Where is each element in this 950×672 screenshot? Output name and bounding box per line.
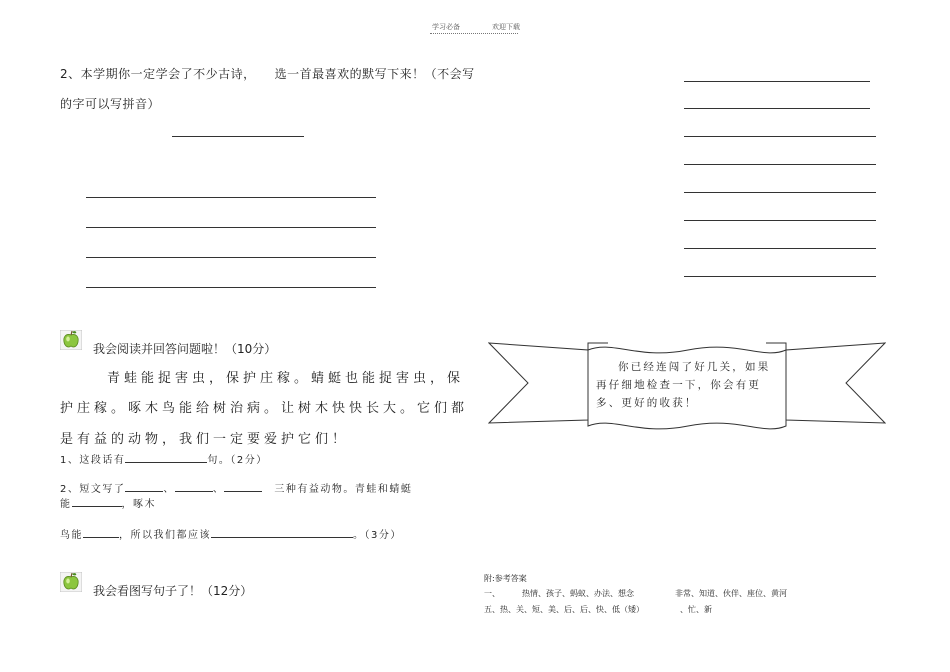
- ribbon-banner: [488, 338, 886, 438]
- animal-blank-1[interactable]: [125, 481, 163, 492]
- reading-section-title: 我会阅读并回答问题啦！（10分）: [93, 342, 277, 356]
- answers-row1-a: 热情、孩子、蚂蚁、办法、想念: [522, 589, 634, 598]
- frog-ability-blank[interactable]: [72, 496, 122, 507]
- poem-writing-line[interactable]: [86, 257, 376, 258]
- animal-blank-2[interactable]: [175, 481, 213, 492]
- reading-q2-line2: [60, 495, 156, 510]
- right-writing-line[interactable]: [684, 192, 876, 193]
- header-left: 学习必备: [432, 23, 460, 31]
- separator: 、: [163, 484, 175, 495]
- right-writing-line[interactable]: [684, 220, 876, 221]
- reading-paragraph-line: 青蛙能捉害虫，保护庄稼。蜻蜓也能捉害虫，保: [107, 371, 465, 386]
- apple-icon: [60, 572, 82, 592]
- answers-row1-label: 一、: [484, 589, 500, 598]
- woodpecker-ability-blank[interactable]: [83, 527, 119, 538]
- reading-paragraph-line: 是有益的动物，我们一定要爱护它们！: [60, 432, 350, 447]
- conclusion-blank[interactable]: [211, 527, 353, 538]
- reading-q2-prefix: 2、短文写了: [60, 484, 126, 495]
- reading-q2-line1: [60, 480, 412, 495]
- reading-paragraph-line: 护庄稼。啄木鸟能给树治病。让树木快快长大。它们都: [60, 401, 469, 416]
- answers-title: 附:参考答案: [484, 574, 527, 583]
- reading-q2-line3: [60, 526, 402, 541]
- picture-section-title: 我会看图写句子了！（12分）: [93, 584, 253, 598]
- banner-text: 你已经连闯了好几关，如果再仔细地检查一下，你会有更多、更好的收获！: [596, 361, 771, 409]
- reading-q2-line2-b: ，啄木: [121, 499, 156, 510]
- poem-question-line2: 的字可以写拼音）: [60, 97, 161, 111]
- poem-writing-line[interactable]: [86, 227, 376, 228]
- reading-q1-prefix: 1、这段话有: [60, 455, 126, 466]
- right-writing-line[interactable]: [684, 276, 876, 277]
- reading-q2-suffix: 三种有益动物。青蛙和蜻蜓: [274, 484, 413, 495]
- header-right: 欢迎下载: [492, 23, 520, 31]
- sentence-count-blank[interactable]: [125, 452, 207, 463]
- answers-row2: 五、热、关、短、美、后、后、快、低（矮）: [484, 605, 644, 614]
- poem-writing-line[interactable]: [86, 287, 376, 288]
- poem-title-line[interactable]: [172, 136, 304, 137]
- poem-question-line1: 2、本学期你一定学会了不少古诗， 选一首最喜欢的默写下来！（不会写: [60, 67, 475, 81]
- separator: 、: [212, 484, 225, 495]
- answers-row2-b: 、忙、新: [680, 605, 712, 614]
- reading-q1: [60, 451, 268, 466]
- animal-blank-3[interactable]: [224, 481, 262, 492]
- apple-icon: [60, 330, 82, 350]
- answers-row1-b: 非常、知道、伙伴、座位、黄河: [675, 589, 787, 598]
- reading-q2-line3-a: 鸟能: [60, 530, 83, 541]
- reading-q2-line2-a: 能: [60, 499, 72, 510]
- right-writing-line[interactable]: [684, 81, 870, 82]
- right-writing-line[interactable]: [684, 248, 876, 249]
- reading-q2-line3-b: ，所以我们都应该: [119, 530, 211, 541]
- reading-q1-suffix: 句。（2分）: [207, 455, 268, 466]
- right-writing-line[interactable]: [684, 136, 876, 137]
- header-rule: [430, 33, 518, 34]
- right-writing-line[interactable]: [684, 164, 876, 165]
- poem-writing-line[interactable]: [86, 197, 376, 198]
- reading-q2-line3-c: 。（3分）: [353, 530, 402, 541]
- right-writing-line[interactable]: [684, 108, 870, 109]
